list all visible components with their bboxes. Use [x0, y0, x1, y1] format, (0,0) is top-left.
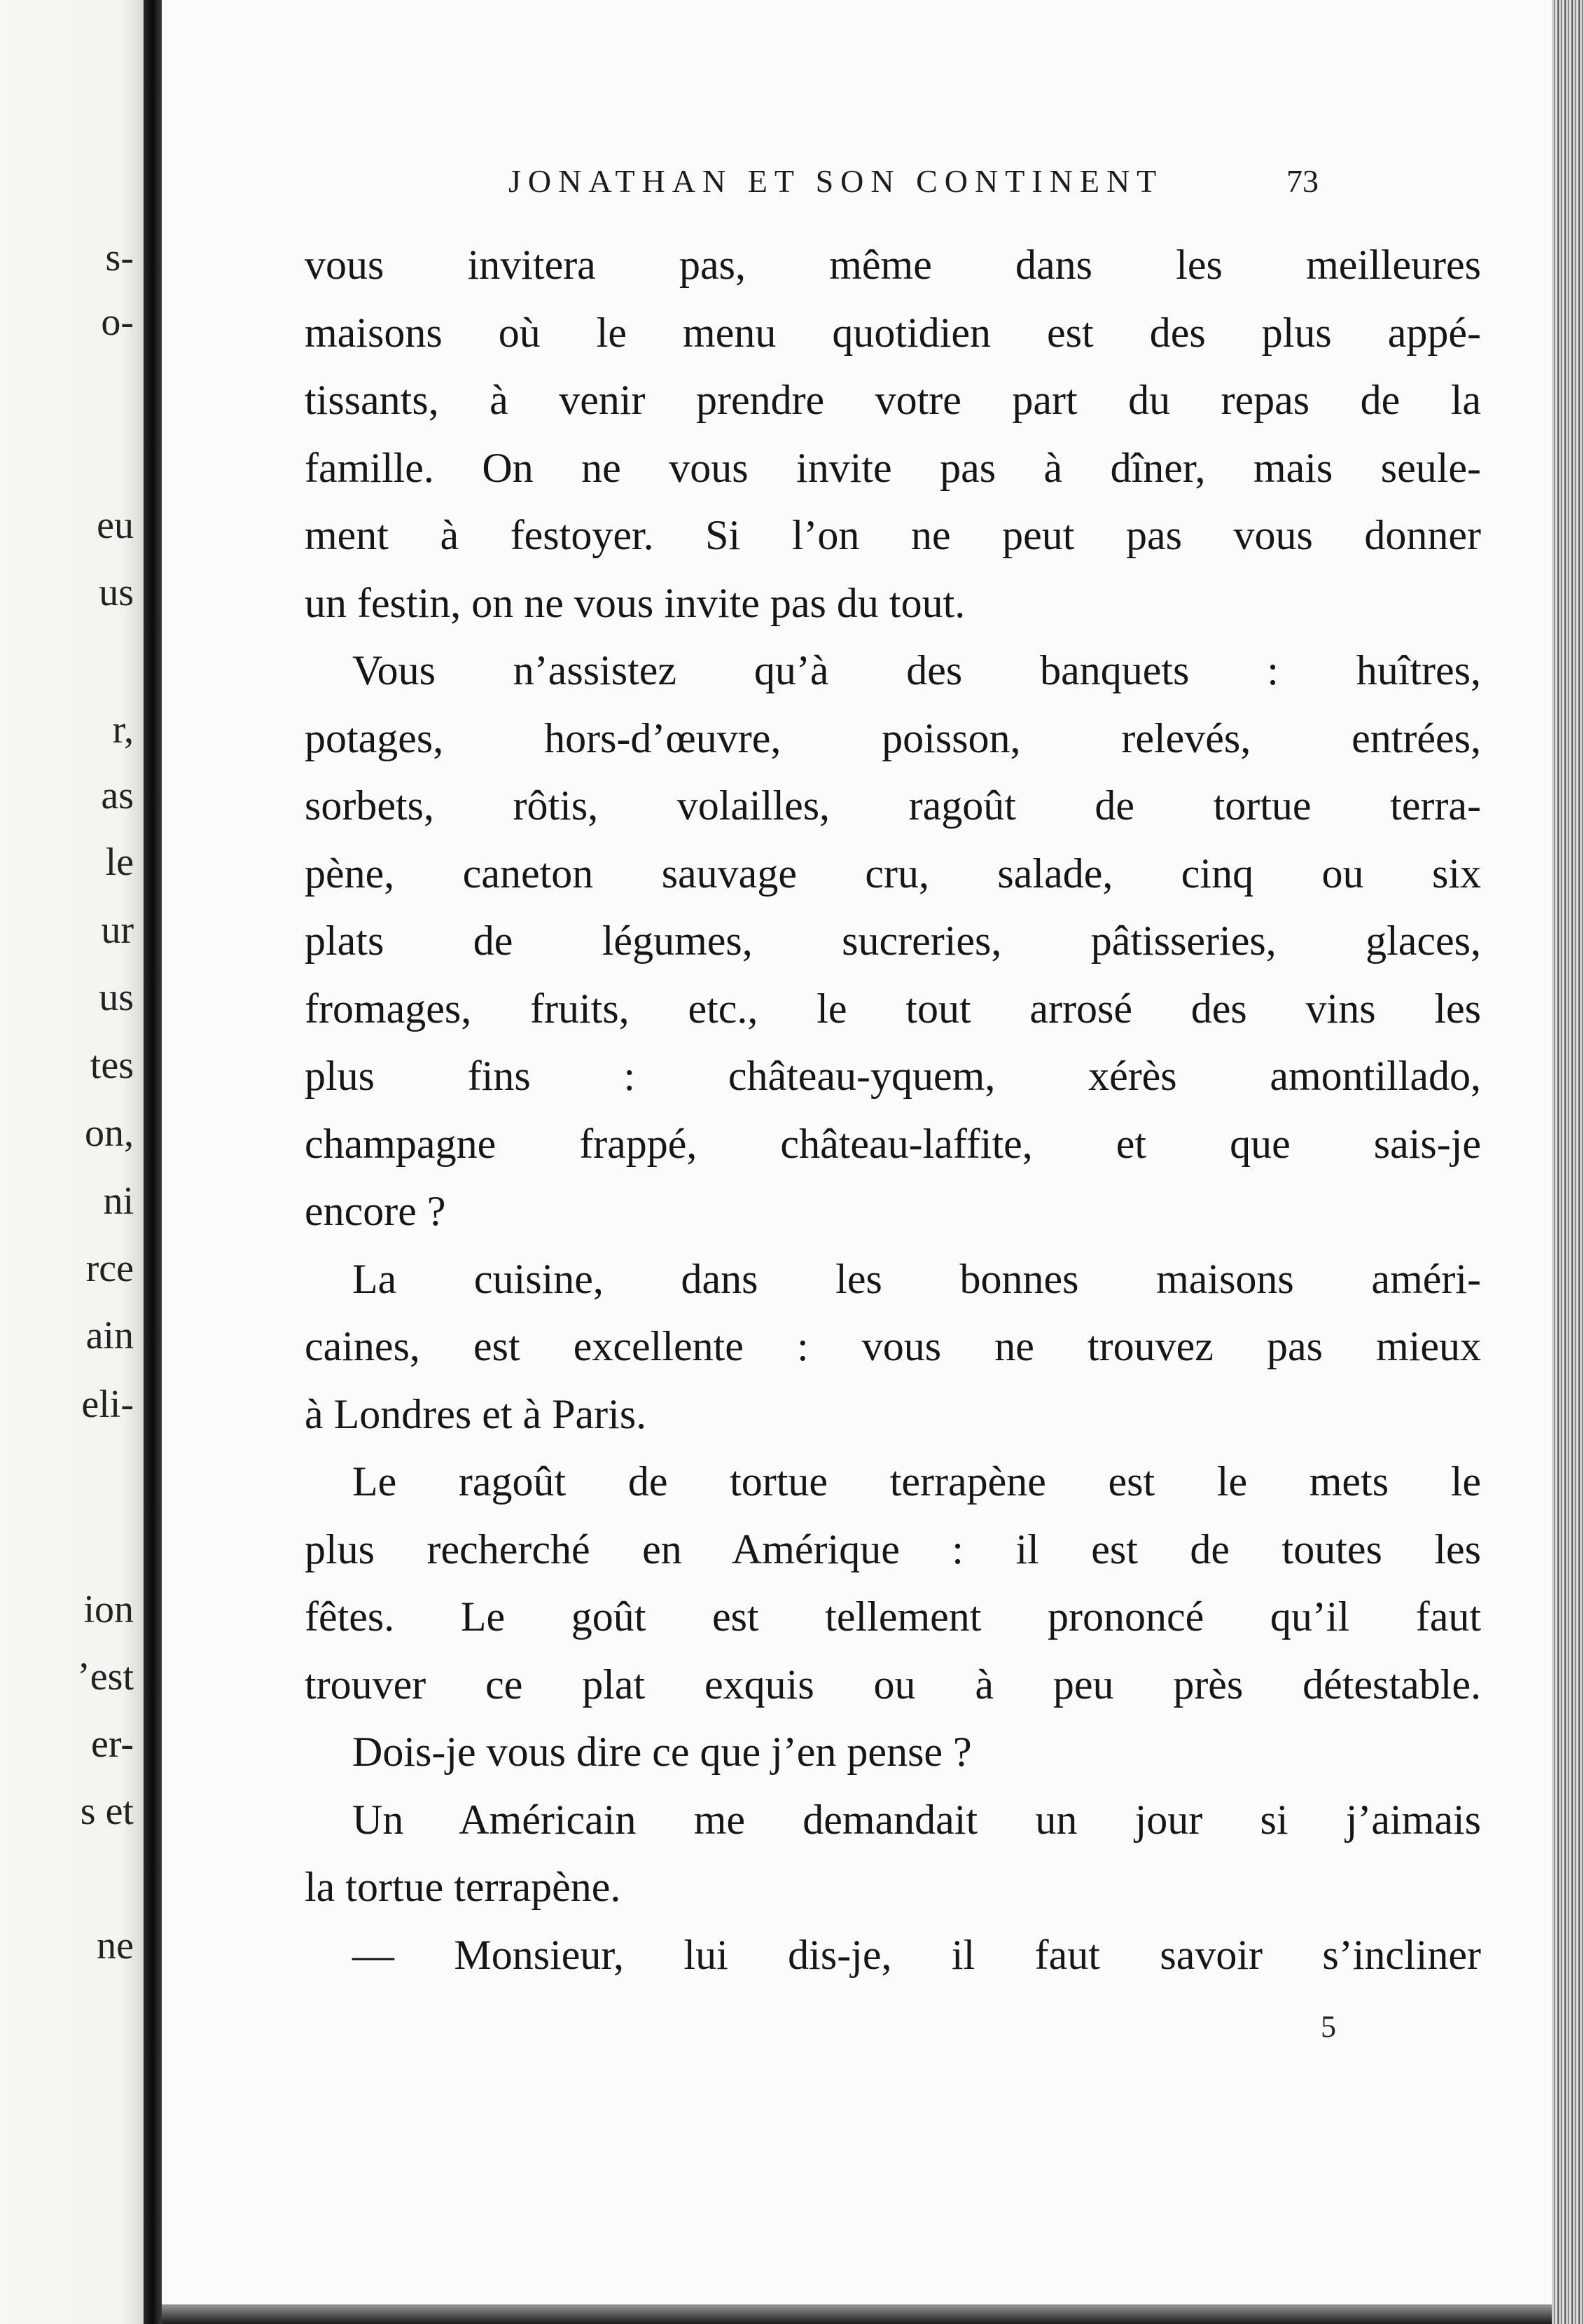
- running-header: [162, 162, 1552, 212]
- left-fragment: ni: [103, 1180, 134, 1223]
- left-fragment: r,: [112, 708, 134, 752]
- page-number: 73: [1286, 163, 1319, 199]
- left-fragment: er-: [90, 1722, 134, 1766]
- text-line: Un Américain me demandait un jour si j’aimais: [352, 1796, 1481, 1843]
- text-line: pène, caneton sauvage cru, salade, cinq ou six: [305, 850, 1481, 897]
- text-line: plus fins : château-yquem, xérès amontillado,: [305, 1053, 1481, 1099]
- left-fragment: ur: [101, 908, 134, 952]
- left-fragment: rce: [85, 1247, 134, 1290]
- text-line: Vous n’assistez qu’à des banquets : huîtres,: [352, 647, 1481, 693]
- text-line: maisons où le menu quotidien est des plus appé-: [305, 309, 1481, 356]
- text-line: famille. On ne vous invite pas à dîner, mais seule-: [305, 444, 1481, 491]
- text-line: ment à festoyer. Si l’on ne peut pas vous donner: [305, 512, 1481, 558]
- text-line: champagne frappé, château-laffite, et que sais-je: [305, 1120, 1481, 1167]
- text-line: Dois-je vous dire ce que j’en pense ?: [352, 1729, 972, 1775]
- page-bottom-edge: [162, 2304, 1552, 2324]
- text-line: Le ragoût de tortue terrapène est le mets le: [352, 1458, 1481, 1505]
- left-fragment: tes: [90, 1044, 134, 1087]
- left-fragment: us: [99, 571, 134, 614]
- text-line: fêtes. Le goût est tellement prononcé qu’il faut: [305, 1593, 1481, 1640]
- left-page-edge: [0, 0, 144, 2324]
- page-edges: [1552, 0, 1584, 2324]
- left-fragment: eli-: [81, 1383, 134, 1426]
- text-line: à Londres et à Paris.: [305, 1390, 647, 1437]
- left-fragment: as: [101, 774, 134, 817]
- text-line: caines, est excellente : vous ne trouvez pas mieux: [305, 1323, 1481, 1369]
- left-fragment: ain: [85, 1314, 134, 1357]
- text-line: encore ?: [305, 1188, 446, 1234]
- body-text: [305, 231, 1481, 1988]
- text-line: vous invitera pas, même dans les meilleures: [305, 242, 1481, 288]
- text-line: trouver ce plat exquis ou à peu près détestable.: [305, 1661, 1481, 1708]
- left-fragment: eu: [97, 504, 134, 547]
- text-line: la tortue terrapène.: [305, 1864, 621, 1910]
- book-gutter: [144, 0, 162, 2324]
- text-line: tissants, à venir prendre votre part du repas de la: [305, 377, 1481, 423]
- text-line: La cuisine, dans les bonnes maisons améri-: [352, 1255, 1481, 1302]
- left-fragment: s-: [105, 236, 134, 279]
- page: [162, 0, 1552, 2304]
- left-fragment: on,: [85, 1112, 134, 1155]
- text-line: sorbets, rôtis, volailles, ragoût de tortue terra-: [305, 782, 1481, 829]
- left-fragment: o-: [101, 300, 134, 344]
- left-fragment: ion: [83, 1588, 134, 1631]
- text-line: plats de légumes, sucreries, pâtisseries, glaces,: [305, 918, 1481, 964]
- left-fragment: le: [105, 841, 134, 884]
- text-line: fromages, fruits, etc., le tout arrosé des vins les: [305, 985, 1481, 1032]
- left-fragment: ’est: [77, 1655, 134, 1699]
- signature-mark: 5: [1321, 2010, 1336, 2044]
- text-line: — Monsieur, lui dis-je, il faut savoir s’incliner: [352, 1931, 1481, 1978]
- left-fragment: s et: [80, 1790, 134, 1833]
- text-line: plus recherché en Amérique : il est de toutes les: [305, 1526, 1481, 1572]
- left-fragment: ne: [97, 1924, 134, 1967]
- text-line: potages, hors-d’œuvre, poisson, relevés, entrées,: [305, 714, 1481, 761]
- running-title: JONATHAN ET SON CONTINENT: [508, 163, 1164, 199]
- left-fragment: us: [99, 976, 134, 1019]
- text-line: un festin, on ne vous invite pas du tout.: [305, 579, 966, 626]
